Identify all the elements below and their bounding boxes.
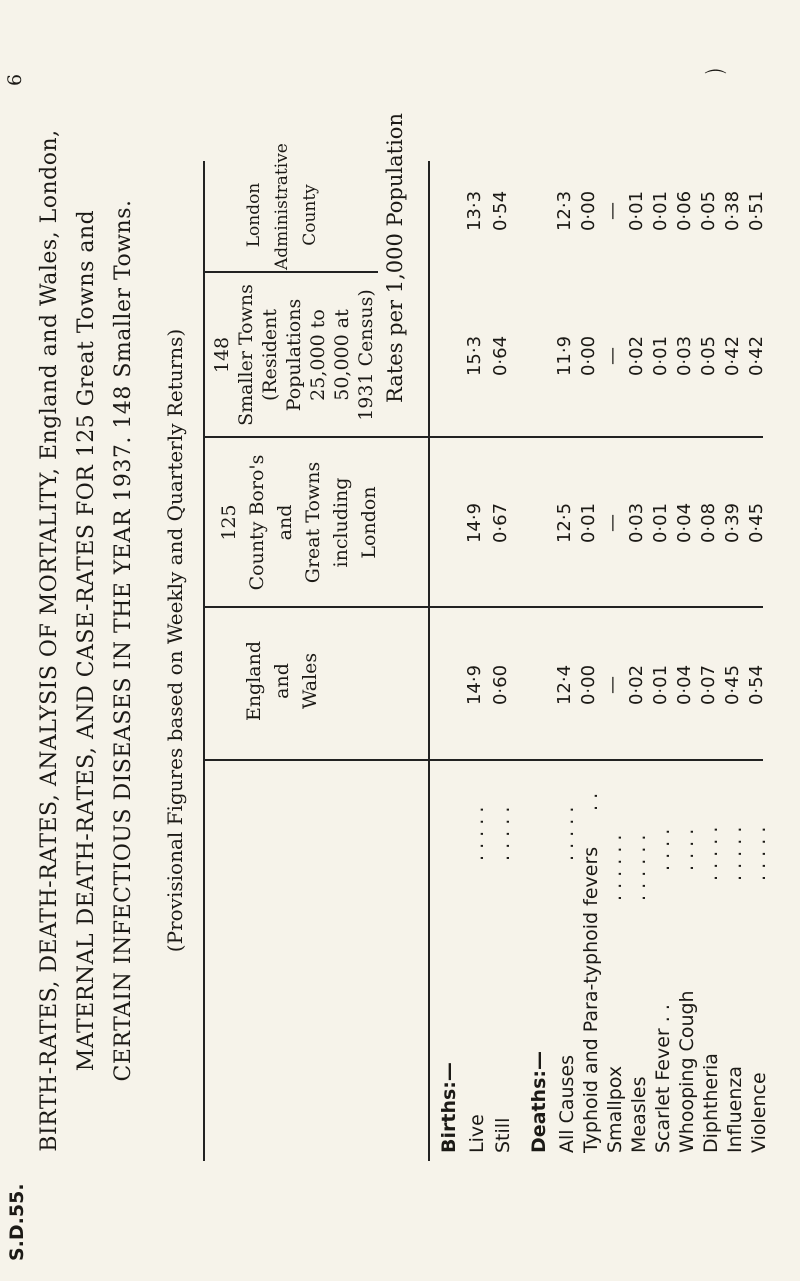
- value-cell: 0·07: [698, 664, 719, 706]
- value-cell: —: [602, 514, 623, 532]
- value-cell: 15·3: [464, 335, 485, 377]
- value-cell: 0·39: [722, 502, 743, 544]
- value-cell: 0·05: [698, 335, 719, 377]
- value-cell: 0·00: [578, 190, 599, 232]
- row-label: Violence: [748, 1072, 770, 1153]
- leader-dots: . . . . . .: [604, 834, 626, 901]
- col-divider-3: [203, 436, 763, 438]
- leader-dots: . . . . .: [700, 826, 722, 881]
- value-cell: 0·38: [722, 190, 743, 232]
- col-divider-2: [203, 606, 763, 608]
- value-cell: 0·01: [626, 190, 647, 232]
- value-cell: 0·01: [650, 664, 671, 706]
- row-label: Typhoid and Para-typhoid fevers: [580, 846, 602, 1153]
- value-cell: 0·67: [490, 502, 511, 544]
- title-line-1: BIRTH-RATES, DEATH-RATES, ANALYSIS OF MORTALITY, England and Wales, London,: [37, 129, 62, 1152]
- leader-dots: . . . . .: [466, 806, 488, 861]
- row-label: Whooping Cough: [676, 990, 698, 1153]
- row-label: Still: [492, 1117, 514, 1153]
- value-cell: 0·00: [578, 664, 599, 706]
- row-label: Scarlet Fever . .: [652, 1004, 674, 1153]
- value-cell: —: [602, 202, 623, 220]
- corner-mark: ⌒: [704, 69, 727, 95]
- leader-dots: . . . . . .: [628, 834, 650, 901]
- leader-dots: . . . . .: [748, 826, 770, 881]
- value-cell: 0·54: [490, 190, 511, 232]
- rates-per-label: Rates per 1,000 Population: [383, 113, 407, 403]
- value-cell: 11·9: [554, 335, 575, 377]
- leader-dots: . . . . .: [556, 806, 578, 861]
- value-cell: 0·60: [490, 664, 511, 706]
- header-london-county: London Administrative County: [244, 143, 320, 270]
- value-cell: 0·04: [674, 502, 695, 544]
- table-top-rule: [203, 161, 205, 1161]
- value-cell: 0·02: [626, 335, 647, 377]
- value-cell: 0·06: [674, 190, 695, 232]
- value-cell: 0·64: [490, 335, 511, 377]
- leader-dots: . .: [580, 792, 602, 811]
- row-label: Influenza: [724, 1065, 746, 1153]
- leader-dots: . . . .: [676, 828, 698, 871]
- row-label: Measles: [628, 1076, 650, 1153]
- deaths-heading: Deaths:—: [528, 1051, 550, 1153]
- leader-dots: . . . . .: [492, 806, 514, 861]
- value-cell: 14·9: [464, 664, 485, 706]
- header-great-towns: 125 County Boro's and Great Towns including London: [218, 454, 380, 591]
- value-cell: —: [602, 676, 623, 694]
- value-cell: 0·01: [650, 190, 671, 232]
- births-heading: Births:—: [438, 1062, 460, 1153]
- row-label: Smallpox: [604, 1065, 626, 1153]
- value-cell: 0·04: [674, 664, 695, 706]
- page-number: 6: [4, 73, 26, 86]
- value-cell: 0·01: [650, 335, 671, 377]
- value-cell: 12·3: [554, 190, 575, 232]
- leader-dots: . . . .: [652, 828, 674, 871]
- title-line-3: CERTAIN INFECTIOUS DISEASES IN THE YEAR 1937. 148 Smaller Towns.: [111, 199, 136, 1082]
- header-england-wales: England and Wales: [243, 640, 321, 722]
- value-cell: 0·45: [722, 664, 743, 706]
- header-bottom-rule: [428, 161, 430, 1161]
- subtitle: (Provisional Figures based on Weekly and Quarterly Returns): [163, 328, 187, 953]
- value-cell: 0·45: [746, 502, 767, 544]
- col-divider-1: [203, 759, 763, 761]
- value-cell: 0·42: [746, 335, 767, 377]
- row-label: All Causes: [556, 1054, 578, 1153]
- value-cell: 0·03: [626, 502, 647, 544]
- col-divider-4: [203, 271, 378, 273]
- value-cell: 12·5: [554, 502, 575, 544]
- value-cell: 14·9: [464, 502, 485, 544]
- leader-dots: . . . . .: [724, 826, 746, 881]
- value-cell: 0·02: [626, 664, 647, 706]
- document-reference: S.D.55.: [6, 1183, 28, 1261]
- value-cell: 13·3: [464, 190, 485, 232]
- header-smaller-towns: 148 Smaller Towns (Resident Populations 25,000 to 50,000 at 1931 Census): [211, 284, 377, 426]
- row-label: Diphtheria: [700, 1053, 722, 1153]
- value-cell: —: [602, 347, 623, 365]
- value-cell: 0·01: [578, 502, 599, 544]
- row-label: Live: [466, 1114, 488, 1153]
- value-cell: 0·01: [650, 502, 671, 544]
- value-cell: 0·05: [698, 190, 719, 232]
- value-cell: 0·51: [746, 190, 767, 232]
- value-cell: 0·03: [674, 335, 695, 377]
- value-cell: 12·4: [554, 664, 575, 706]
- value-cell: 0·54: [746, 664, 767, 706]
- value-cell: 0·00: [578, 335, 599, 377]
- title-line-2: MATERNAL DEATH-RATES, AND CASE-RATES FOR 125 Great Towns and: [74, 209, 99, 1072]
- value-cell: 0·42: [722, 335, 743, 377]
- value-cell: 0·08: [698, 502, 719, 544]
